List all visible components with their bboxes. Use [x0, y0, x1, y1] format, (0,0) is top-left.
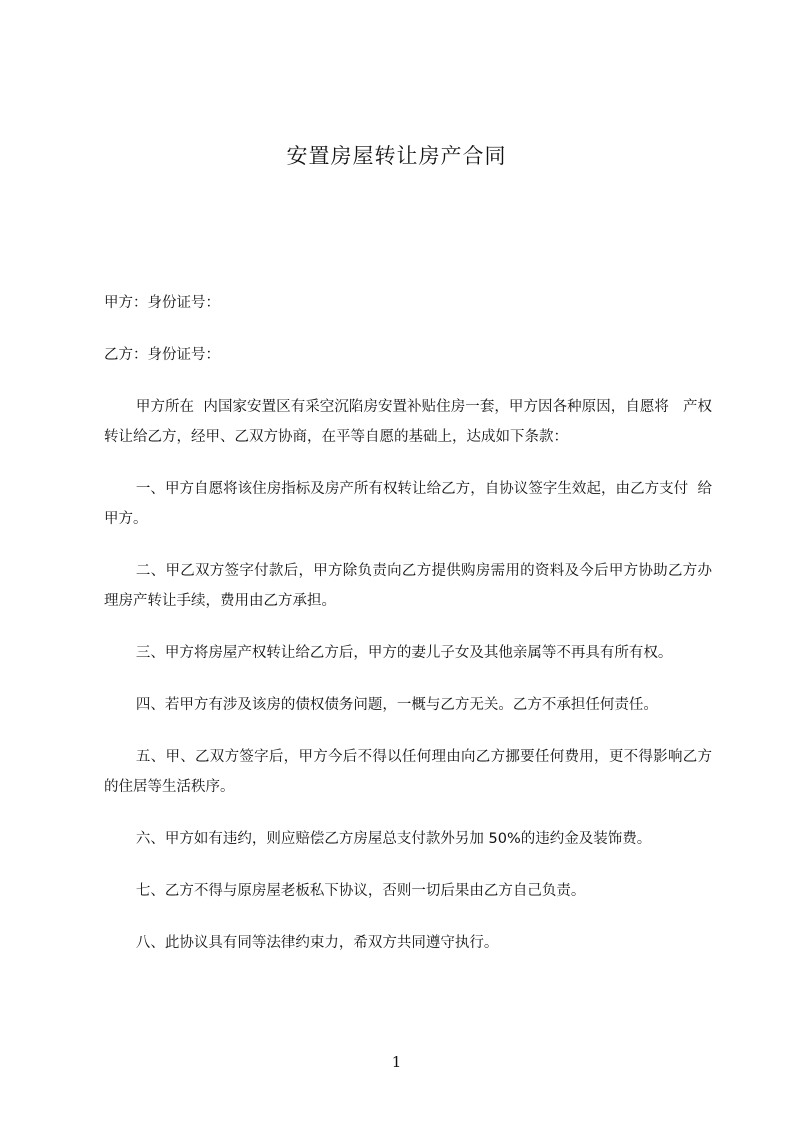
document-title: 安置房屋转让房产合同: [286, 144, 507, 168]
document-body: [104, 284, 712, 958]
clause-4: 四、若甲方有涉及该房的债权债务问题，一概与乙方无关。乙方不承担任何责任。: [135, 697, 658, 713]
clause-6: 六、甲方如有违约，则应赔偿乙方房屋总支付款外另加 50%的违约金及装饰费。: [135, 831, 652, 847]
clause-2: 二、甲乙双方签字付款后，甲方除负责向乙方提供购房需用的资料及今后甲方协助乙方办理房产转让手续，费用由乙方承担。: [104, 563, 712, 609]
clause-3: 三、甲方将房屋产权转让给乙方后，甲方的妻儿子女及其他亲属等不再具有所有权。: [135, 645, 673, 661]
party-a-line: 甲方：身份证号：: [104, 295, 220, 311]
clause-1: 一、甲方自愿将该住房指标及房产所有权转让给乙方，自协议签字生效起，由乙方支付 给甲方。: [104, 481, 712, 527]
party-b-line: 乙方：身份证号：: [104, 347, 220, 363]
page-number: 1: [391, 1053, 402, 1071]
intro-paragraph: 甲方所在 内国家安置区有采空沉陷房安置补贴住房一套，甲方因各种原因，自愿将 产权转让给乙方，经甲、乙双方协商，在平等自愿的基础上，达成如下条款：: [104, 399, 712, 445]
clause-8: 八、此协议具有同等法律约束力，希双方共同遵守执行。: [135, 935, 499, 951]
clause-5: 五、甲、乙双方签字后，甲方今后不得以任何理由向乙方挪要任何费用，更不得影响乙方的住居等生活秩序。: [104, 749, 712, 795]
clause-7: 七、乙方不得与原房屋老板私下协议，否则一切后果由乙方自己负责。: [135, 883, 586, 899]
